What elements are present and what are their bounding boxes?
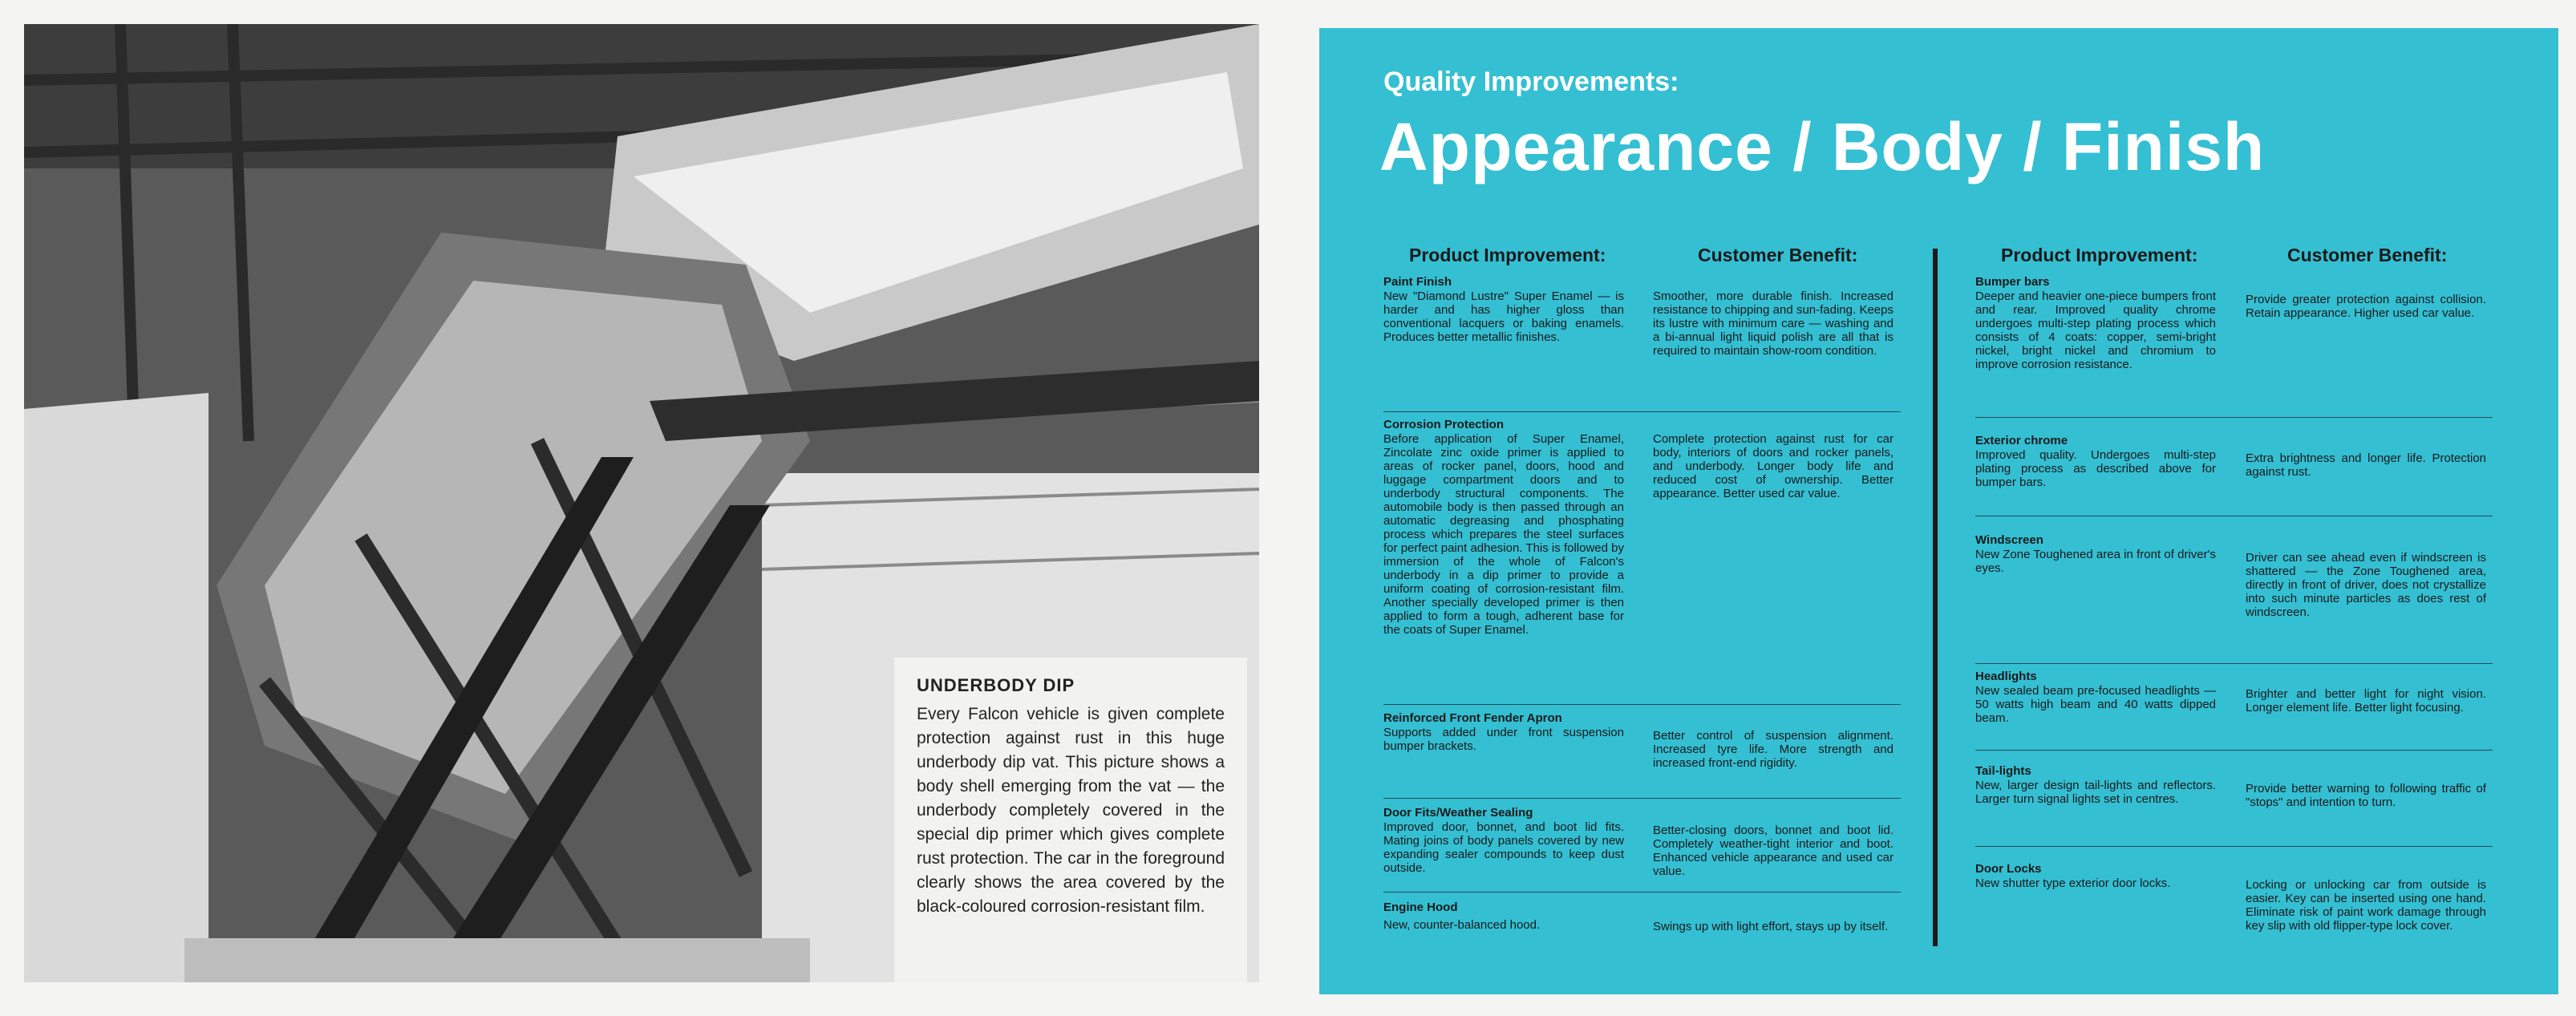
- entry-title-windscreen: Windscreen: [1975, 533, 2043, 547]
- rule: [1383, 411, 1901, 412]
- entry-product-fender-apron: Supports added under front suspension bumper brackets.: [1383, 726, 1624, 753]
- rule: [1383, 704, 1901, 705]
- entry-benefit-corrosion: Complete protection against rust for car body, interiors of doors and rocker panels, and underbody. Longer body life and reduced cost of ownership. Better appearance. Better used car value.: [1653, 432, 1894, 500]
- rule: [1975, 846, 2493, 847]
- entry-title-tail-lights: Tail-lights: [1975, 764, 2031, 778]
- entry-benefit-tail-lights: Provide better warning to following traffic of "stops" and intention to turn.: [2246, 782, 2486, 809]
- panel-headline: Appearance / Body / Finish: [1379, 109, 2266, 184]
- entry-product-exterior-chrome: Improved quality. Undergoes multi-step plating process as described above for bumper bars.: [1975, 448, 2216, 489]
- entry-title-exterior-chrome: Exterior chrome: [1975, 434, 2068, 447]
- entry-title-engine-hood: Engine Hood: [1383, 901, 1458, 914]
- entry-product-bumper-bars: Deeper and heavier one-piece bumpers front and rear. Improved quality chrome undergoes multi-step plating process which consists of 4 coats: copper, semi-bright nickel, bright nickel and chromium to improve corrosion resistance.: [1975, 289, 2216, 371]
- entry-title-paint-finish: Paint Finish: [1383, 275, 1452, 289]
- entry-product-headlights: New sealed beam pre-focused headlights — 50 watts high beam and 40 watts dipped beam.: [1975, 684, 2216, 725]
- entry-benefit-bumper-bars: Provide greater protection against collision. Retain appearance. Higher used car value.: [2246, 293, 2486, 320]
- left-header-benefit: Customer Benefit:: [1698, 245, 1858, 265]
- rule: [1975, 663, 2493, 664]
- rule: [1383, 798, 1901, 799]
- caption-title: UNDERBODY DIP: [917, 675, 1075, 695]
- entry-product-door-locks: New shutter type exterior door locks.: [1975, 876, 2171, 890]
- entry-benefit-paint-finish: Smoother, more durable finish. Increased resistance to chipping and sun-fading. Keeps its lustre with minimum care — washing and a bi-annual light liquid polish are all that is required to maintain show-room condition.: [1653, 289, 1894, 358]
- rule: [1975, 750, 2493, 751]
- entry-benefit-windscreen: Driver can see ahead even if windscreen is shattered — the Zone Toughened area, directly in front of driver, does not crystallize into such minute particles as does rest of windscreen.: [2246, 551, 2486, 619]
- entry-benefit-door-fits: Better-closing doors, bonnet and boot lid. Completely weather-tight interior and boot. Enhanced vehicle appearance and used car value.: [1653, 824, 1894, 878]
- quality-improvements-panel: [1319, 28, 2558, 994]
- entry-benefit-fender-apron: Better control of suspension alignment. Increased tyre life. More strength and increased front-end rigidity.: [1653, 729, 1894, 770]
- panel-kicker: Quality Improvements:: [1383, 67, 1679, 97]
- entry-title-door-locks: Door Locks: [1975, 862, 2042, 876]
- entry-benefit-exterior-chrome: Extra brightness and longer life. Protection against rust.: [2246, 451, 2486, 479]
- entry-title-door-fits: Door Fits/Weather Sealing: [1383, 806, 1533, 820]
- entry-product-paint-finish: New "Diamond Lustre" Super Enamel — is harder and has higher gloss than conventional lacquers or baking enamels. Produces better metallic finishes.: [1383, 289, 1624, 344]
- entry-title-corrosion: Corrosion Protection: [1383, 418, 1505, 431]
- underbody-dip-photo: [24, 24, 1259, 982]
- entry-title-fender-apron: Reinforced Front Fender Apron: [1383, 711, 1562, 725]
- right-header-product: Product Improvement:: [2001, 245, 2198, 265]
- entry-benefit-engine-hood: Swings up with light effort, stays up by itself.: [1653, 920, 1889, 933]
- right-header-benefit: Customer Benefit:: [2287, 245, 2448, 265]
- entry-benefit-door-locks: Locking or unlocking car from outside is easier. Key can be inserted using one hand. Eliminate risk of paint work damage through key slip with old flipper-type lock cover.: [2246, 878, 2486, 933]
- rule: [1383, 892, 1901, 893]
- photo-caption: [894, 658, 1247, 982]
- entry-benefit-headlights: Brighter and better light for night vision. Longer element life. Better light focusing.: [2246, 687, 2486, 714]
- entry-product-door-fits: Improved door, bonnet, and boot lid fits. Mating joins of body panels covered by new expanding sealer compounds to keep dust outside.: [1383, 820, 1624, 875]
- entry-product-tail-lights: New, larger design tail-lights and reflectors. Larger turn signal lights set in centres.: [1975, 779, 2216, 806]
- left-header-product: Product Improvement:: [1409, 245, 1606, 265]
- entry-product-engine-hood: New, counter-balanced hood.: [1383, 918, 1541, 932]
- entry-product-windscreen: New Zone Toughened area in front of driver's eyes.: [1975, 548, 2216, 575]
- rule: [1975, 417, 2493, 418]
- entry-title-bumper-bars: Bumper bars: [1975, 275, 2050, 289]
- entry-title-headlights: Headlights: [1975, 670, 2037, 683]
- entry-product-corrosion: Before application of Super Enamel, Zincolate zinc oxide primer is applied to areas of rocker panel, doors, hood and luggage compartment doors and to underbody structural components. The automobile body is then passed through an automatic degreasing and phosphating process which prepares the steel surfaces for perfect paint adhesion. This is followed by immersion of the whole of Falcon's underbody in a dip primer to provide a uniform coating of corrosion-resistant film. Another specially developed primer is then applied to form a tough, adherent base for the coats of Super Enamel.: [1383, 432, 1624, 637]
- caption-body: Every Falcon vehicle is given complete protection against rust in this huge underbody dip vat. This picture shows a body shell emerging from the vat — the underbody completely covered in the special dip primer which gives complete rust protection. The car in the foreground clearly shows the area covered by the black-coloured corrosion-resistant film.: [917, 705, 1225, 916]
- column-divider: [1933, 249, 1938, 946]
